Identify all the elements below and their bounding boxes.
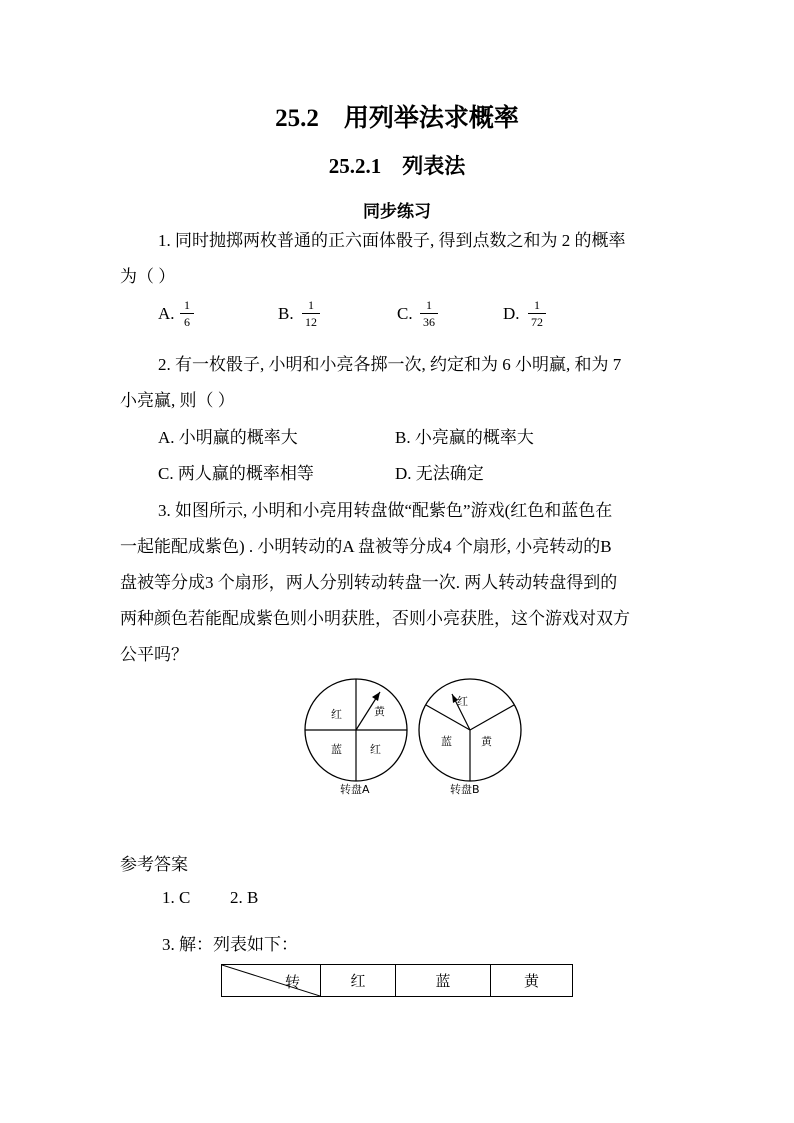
spinner-a-label-red-2: 红 — [370, 743, 381, 756]
fraction-numerator: 1 — [426, 298, 432, 312]
table-row — [222, 965, 573, 997]
q3-line2: 一起能配成紫色) . 小明转动的A 盘被等分成4 个扇形, 小亮转动的B — [120, 537, 612, 556]
answer-2: 2. B — [230, 888, 259, 907]
q3-line5: 公平吗？ — [120, 645, 188, 664]
spinner-a-caption: 转盘A — [340, 783, 370, 796]
q1-option-d-fraction — [528, 298, 546, 329]
q3-line4: 两种颜色若能配成紫色则小明获胜，否则小亮获胜，这个游戏对双方 — [120, 609, 630, 628]
fraction-denominator: 36 — [423, 315, 435, 329]
table-header-corner: 转 — [284, 975, 300, 991]
arrow-icon — [372, 692, 380, 701]
q2-line2: 小亮赢, 则（ ） — [120, 391, 235, 410]
q2-option-b: B. 小亮赢的概率大 — [395, 428, 534, 447]
q1-option-b-fraction — [302, 298, 320, 329]
spinner-a-label-blue: 蓝 — [331, 743, 342, 756]
table-header-blue: 蓝 — [396, 965, 491, 997]
q3-line3: 盘被等分成3 个扇形，两人分别转动转盘一次. 两人转动转盘得到的 — [120, 573, 618, 592]
subtitle: 25.2.1 列表法 — [328, 154, 466, 178]
answer-table — [221, 964, 573, 997]
table-header-red: 红 — [321, 965, 396, 997]
spinner-figure — [300, 675, 530, 800]
spinner-a-label-yellow: 黄 — [374, 705, 385, 718]
spinner-a-label-red: 红 — [331, 708, 342, 721]
spinner-b — [419, 679, 521, 796]
fraction-numerator: 1 — [308, 298, 314, 312]
spinner-b-caption: 转盘B — [450, 783, 480, 796]
q1-line1: 1. 同时抛掷两枚普通的正六面体骰子, 得到点数之和为 2 的概率 — [158, 231, 626, 250]
answer-1: 1. C — [162, 888, 191, 907]
fraction-denominator: 6 — [184, 315, 190, 329]
spinner-b-label-red: 红 — [457, 695, 468, 708]
q3-line1: 3. 如图所示, 小明和小亮用转盘做“配紫色”游戏(红色和蓝色在 — [158, 501, 613, 520]
answers-heading: 参考答案 — [120, 855, 188, 874]
spinner-b-label-yellow: 黄 — [481, 735, 492, 748]
q1-option-b-letter: B. — [278, 304, 294, 323]
table-corner-cell — [222, 965, 321, 997]
q1-option-d-letter: D. — [503, 304, 520, 323]
spinner-b-label-blue: 蓝 — [441, 735, 452, 748]
q1-option-c-letter: C. — [397, 304, 413, 323]
page-title: 25.2 用列举法求概率 — [275, 105, 519, 132]
section-heading: 同步练习 — [363, 202, 431, 221]
q2-option-a: A. 小明赢的概率大 — [158, 428, 298, 447]
q1-option-a-fraction — [180, 298, 194, 329]
fraction-numerator: 1 — [184, 298, 190, 312]
diagonal-divider — [222, 965, 320, 996]
q1-option-c-fraction — [420, 298, 438, 329]
fraction-denominator: 12 — [305, 315, 317, 329]
table-header-yellow: 黄 — [491, 965, 573, 997]
q1-line2: 为（ ） — [120, 267, 176, 286]
fraction-denominator: 72 — [531, 315, 543, 329]
q2-option-d: D. 无法确定 — [395, 464, 484, 483]
answer-3-intro: 3. 解：列表如下： — [162, 935, 298, 954]
fraction-numerator: 1 — [534, 298, 540, 312]
spinner-a — [305, 679, 407, 796]
q1-option-a-letter: A. — [158, 304, 175, 323]
q2-option-c: C. 两人赢的概率相等 — [158, 464, 314, 483]
q2-line1: 2. 有一枚骰子, 小明和小亮各掷一次, 约定和为 6 小明赢, 和为 7 — [158, 355, 622, 374]
